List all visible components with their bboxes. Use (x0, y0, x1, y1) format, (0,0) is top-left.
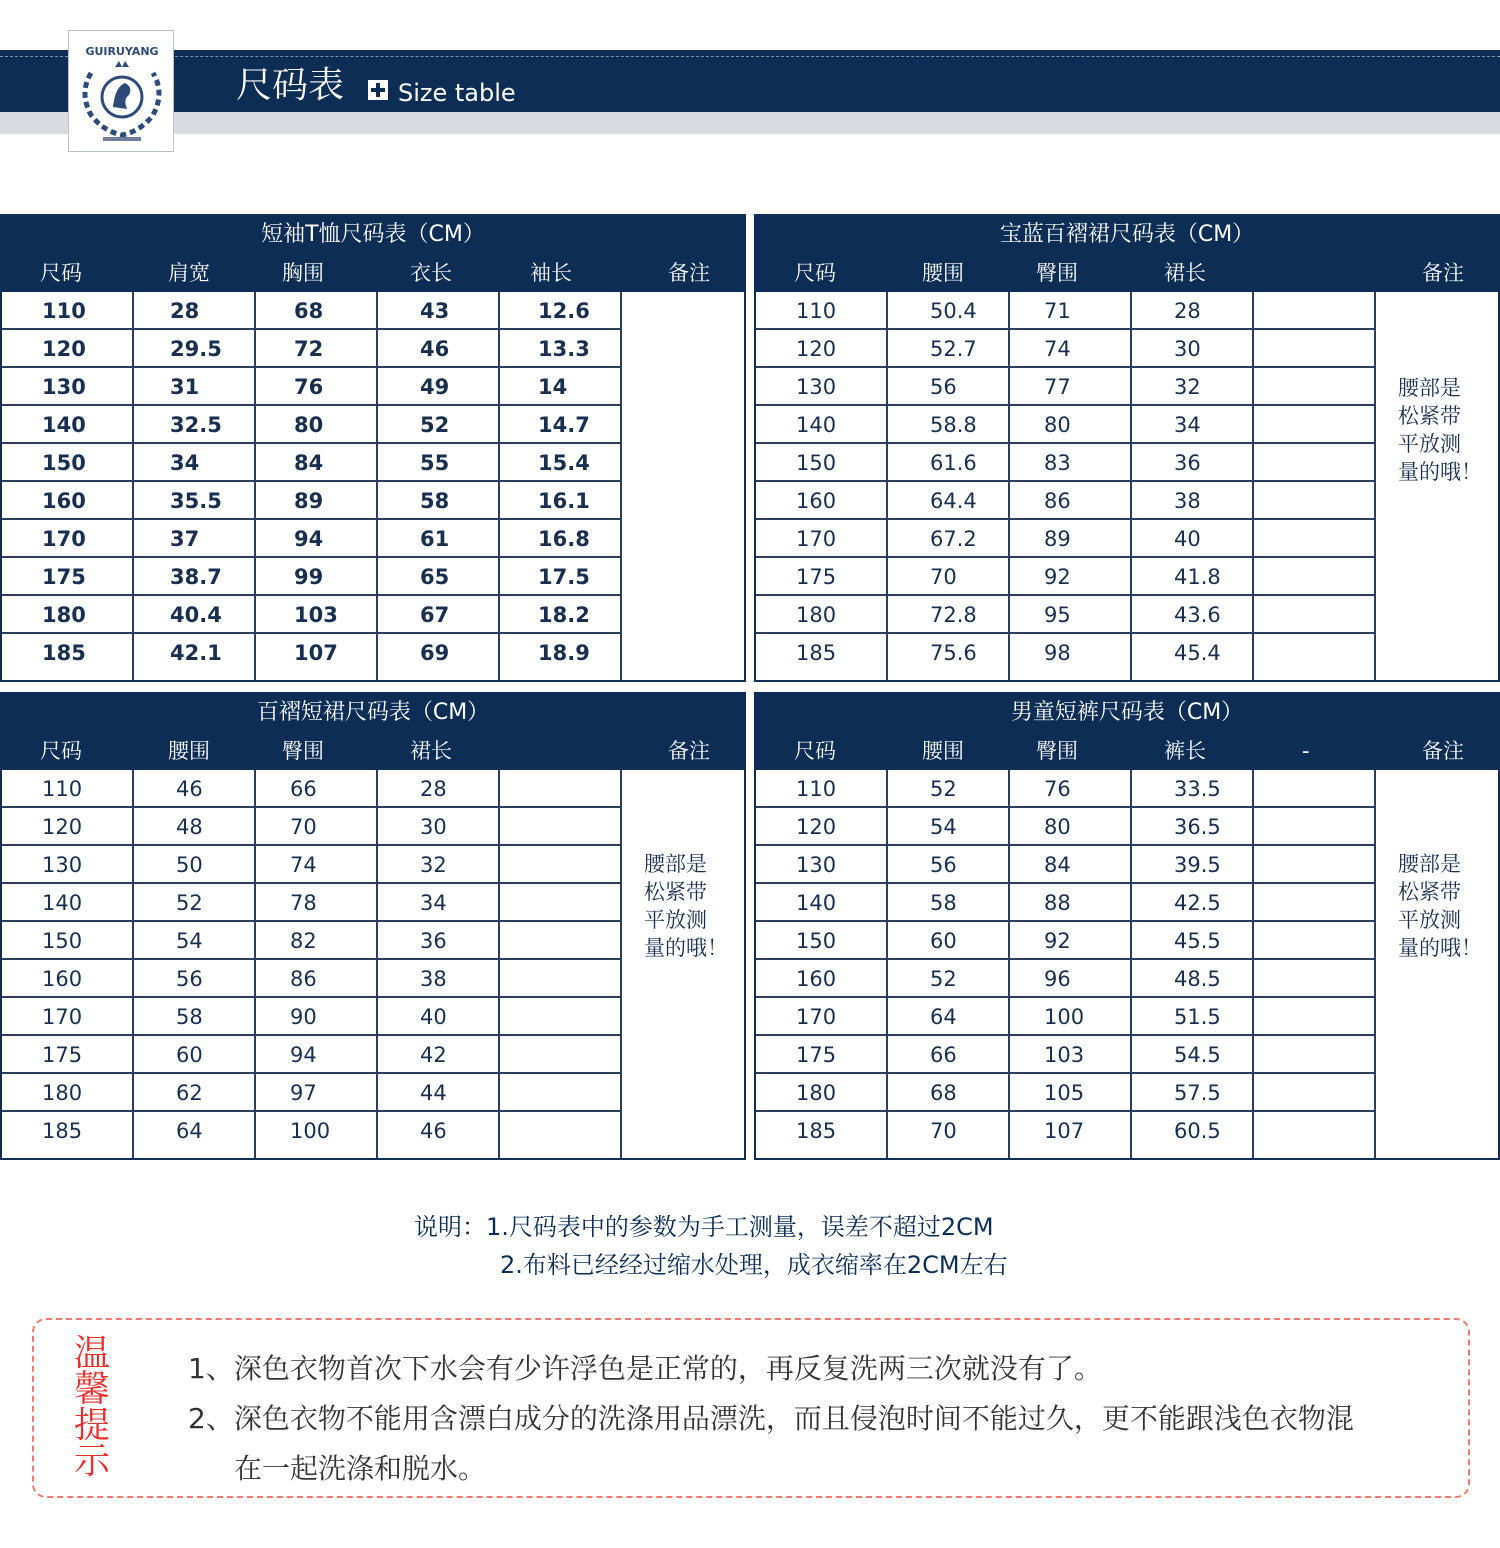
table-cell: 76 (294, 375, 324, 399)
table-cell: 95 (1044, 603, 1071, 627)
table-cell: 38.7 (170, 565, 222, 589)
table-cell: 17.5 (538, 565, 590, 589)
table-cell: 60 (176, 1043, 203, 1067)
table-cell: 62 (176, 1081, 203, 1105)
table-cell: 180 (42, 603, 86, 627)
table-cell: 150 (796, 451, 837, 475)
table-cell: 66 (290, 777, 317, 801)
table-cell: 68 (294, 299, 324, 323)
table-cell: 52 (176, 891, 203, 915)
column-divider (1374, 292, 1376, 680)
table-cell: 54.5 (1174, 1043, 1221, 1067)
table-cell: 130 (796, 375, 837, 399)
remark-text: 腰部是 松紧带 平放测 量的哦！ (1398, 852, 1482, 960)
table-cell: 150 (42, 929, 83, 953)
table-cell: 52 (420, 413, 450, 437)
column-divider (620, 292, 622, 680)
table-cell: 160 (42, 967, 83, 991)
table-cell: 45.5 (1174, 929, 1221, 953)
table-cell: 50 (176, 853, 203, 877)
table-cell: 42.1 (170, 641, 222, 665)
table-cell: 28 (1174, 299, 1201, 323)
table-cell: 180 (796, 1081, 837, 1105)
remark-column (1376, 770, 1498, 1150)
column-divider (1130, 770, 1132, 1158)
column-divider (886, 770, 888, 1158)
column-header: 备注 (1422, 739, 1464, 763)
table-cell: 57.5 (1174, 1081, 1221, 1105)
table-cell: 89 (1044, 527, 1071, 551)
table-cell: 32 (1174, 375, 1201, 399)
table-cell: 140 (42, 891, 83, 915)
table-cell: 66 (930, 1043, 957, 1067)
table-cell: 105 (1044, 1081, 1085, 1105)
table-cell: 89 (294, 489, 324, 513)
tip-line-1: 1、深色衣物首次下水会有少许浮色是正常的，再反复洗两三次就没有了。 (188, 1352, 1102, 1385)
table-pleated-short-skirt (0, 692, 746, 1160)
table-cell: 64 (930, 1005, 957, 1029)
svg-text:GUIRUYANG: GUIRUYANG (85, 45, 159, 58)
note-line-2: 2.布料已经经过缩水处理，成衣缩率在2CM左右 (500, 1251, 1008, 1279)
table-cell: 100 (290, 1119, 331, 1143)
table-cell: 39.5 (1174, 853, 1221, 877)
table-cell: 61.6 (930, 451, 977, 475)
table-cell: 130 (796, 853, 837, 877)
table-cell: 92 (1044, 565, 1071, 589)
table-cell: 110 (42, 777, 83, 801)
table-cell: 34 (1174, 413, 1201, 437)
table-cell: 175 (42, 1043, 83, 1067)
page-title: 尺码表 (236, 65, 345, 106)
note-line-1: 说明：1.尺码表中的参数为手工测量，误差不超过2CM (414, 1213, 994, 1241)
table-cell: 45.4 (1174, 641, 1221, 665)
table-cell: 30 (1174, 337, 1201, 361)
table-cell: 120 (796, 337, 837, 361)
table-cell: 94 (290, 1043, 317, 1067)
table-cell: 70 (290, 815, 317, 839)
column-divider (1252, 770, 1254, 1158)
table-cell: 77 (1044, 375, 1071, 399)
table-cell: 54 (930, 815, 957, 839)
table-cell: 175 (796, 1043, 837, 1067)
table-cell: 80 (1044, 815, 1071, 839)
table-cell: 84 (1044, 853, 1071, 877)
column-header: 尺码 (40, 261, 82, 285)
table-cell: 58.8 (930, 413, 977, 437)
table-cell: 107 (294, 641, 338, 665)
table-cell: 78 (290, 891, 317, 915)
column-divider (254, 292, 256, 680)
table-body (2, 770, 744, 1158)
table-header-row (0, 256, 746, 290)
column-header: 腰围 (168, 739, 210, 763)
table-cell: 185 (42, 641, 86, 665)
table-cell: 67 (420, 603, 450, 627)
column-divider (132, 770, 134, 1158)
table-cell: 16.1 (538, 489, 590, 513)
table-tshirt (0, 214, 746, 682)
column-header: 臀围 (1036, 261, 1078, 285)
table-cell: 160 (796, 967, 837, 991)
table-cell: 14 (538, 375, 568, 399)
table-cell: 72.8 (930, 603, 977, 627)
table-cell: 71 (1044, 299, 1071, 323)
table-cell: 13.3 (538, 337, 590, 361)
column-divider (498, 770, 500, 1158)
column-divider (498, 292, 500, 680)
table-cell: 49 (420, 375, 450, 399)
table-cell: 69 (420, 641, 450, 665)
table-cell: 88 (1044, 891, 1071, 915)
table-header-row (754, 734, 1500, 768)
table-cell: 48 (176, 815, 203, 839)
table-cell: 28 (420, 777, 447, 801)
table-header-row (754, 256, 1500, 290)
table-cell: 64 (176, 1119, 203, 1143)
column-divider (620, 770, 622, 1158)
table-cell: 58 (930, 891, 957, 915)
column-header: 裙长 (410, 739, 452, 763)
table-cell: 51.5 (1174, 1005, 1221, 1029)
table-cell: 40 (420, 1005, 447, 1029)
column-header: 裤长 (1164, 739, 1206, 763)
table-cell: 60 (930, 929, 957, 953)
table-cell: 110 (42, 299, 86, 323)
table-cell: 140 (796, 413, 837, 437)
table-cell: 40.4 (170, 603, 222, 627)
table-cell: 67.2 (930, 527, 977, 551)
table-cell: 98 (1044, 641, 1071, 665)
table-cell: 170 (796, 1005, 837, 1029)
table-cell: 60.5 (1174, 1119, 1221, 1143)
table-cell: 80 (294, 413, 324, 437)
table-cell: 46 (176, 777, 203, 801)
column-header: 备注 (1422, 261, 1464, 285)
table-cell: 34 (420, 891, 447, 915)
table-cell: 86 (1044, 489, 1071, 513)
table-cell: 15.4 (538, 451, 590, 475)
column-header: 臀围 (1036, 739, 1078, 763)
table-cell: 61 (420, 527, 450, 551)
table-body (756, 770, 1498, 1158)
table-cell: 50.4 (930, 299, 977, 323)
column-header: 尺码 (794, 261, 836, 285)
column-header: 腰围 (922, 739, 964, 763)
table-cell: 99 (294, 565, 324, 589)
table-cell: 120 (796, 815, 837, 839)
table-cell: 97 (290, 1081, 317, 1105)
table-cell: 43.6 (1174, 603, 1221, 627)
table-title: 男童短裤尺码表（CM） (1010, 700, 1244, 725)
table-cell: 74 (1044, 337, 1071, 361)
table-cell: 107 (1044, 1119, 1085, 1143)
table-title: 百褶短裙尺码表（CM） (256, 700, 490, 725)
table-cell: 35.5 (170, 489, 222, 513)
column-divider (1252, 292, 1254, 680)
table-cell: 68 (930, 1081, 957, 1105)
table-cell: 41.8 (1174, 565, 1221, 589)
table-cell: 103 (1044, 1043, 1085, 1067)
column-divider (1008, 292, 1010, 680)
table-cell: 185 (796, 641, 837, 665)
table-cell: 12.6 (538, 299, 590, 323)
table-cell: 34 (170, 451, 200, 475)
table-cell: 52 (930, 777, 957, 801)
column-header: 尺码 (794, 739, 836, 763)
column-divider (886, 292, 888, 680)
table-cell: 44 (420, 1081, 447, 1105)
table-cell: 84 (294, 451, 324, 475)
column-divider (1130, 292, 1132, 680)
table-cell: 32 (420, 853, 447, 877)
table-body (2, 292, 744, 680)
table-cell: 58 (420, 489, 450, 513)
table-cell: 86 (290, 967, 317, 991)
table-cell: 30 (420, 815, 447, 839)
column-header: 备注 (668, 739, 710, 763)
table-cell: 160 (42, 489, 86, 513)
table-title: 短袖T恤尺码表（CM） (261, 222, 485, 247)
table-cell: 180 (796, 603, 837, 627)
table-cell: 90 (290, 1005, 317, 1029)
column-header: 裙长 (1164, 261, 1206, 285)
table-cell: 58 (176, 1005, 203, 1029)
column-divider (1008, 770, 1010, 1158)
tips-content (188, 1344, 1354, 1494)
tips-label: 温 馨 提 示 (74, 1333, 111, 1482)
table-cell: 28 (170, 299, 200, 323)
column-header: 胸围 (282, 261, 324, 285)
table-cell: 120 (42, 815, 83, 839)
table-cell: 16.8 (538, 527, 590, 551)
table-cell: 150 (42, 451, 86, 475)
table-cell: 74 (290, 853, 317, 877)
table-cell: 42.5 (1174, 891, 1221, 915)
remark-column (1376, 292, 1498, 672)
table-cell: 92 (1044, 929, 1071, 953)
table-cell: 170 (796, 527, 837, 551)
table-cell: 110 (796, 777, 837, 801)
table-cell: 18.9 (538, 641, 590, 665)
table-cell: 170 (42, 1005, 83, 1029)
table-cell: 29.5 (170, 337, 222, 361)
table-cell: 96 (1044, 967, 1071, 991)
table-cell: 130 (42, 375, 86, 399)
table-cell: 175 (42, 565, 86, 589)
table-cell: 32.5 (170, 413, 222, 437)
table-cell: 38 (420, 967, 447, 991)
table-cell: 36 (420, 929, 447, 953)
table-cell: 31 (170, 375, 200, 399)
table-cell: 48.5 (1174, 967, 1221, 991)
table-cell: 103 (294, 603, 338, 627)
table-cell: 82 (290, 929, 317, 953)
size-notes (414, 1208, 1008, 1284)
table-cell: 110 (796, 299, 837, 323)
table-cell: 52.7 (930, 337, 977, 361)
table-cell: 160 (796, 489, 837, 513)
column-divider (376, 292, 378, 680)
table-header-row (0, 734, 746, 768)
table-cell: 18.2 (538, 603, 590, 627)
table-cell: 46 (420, 337, 450, 361)
column-header: 腰围 (922, 261, 964, 285)
column-header: 袖长 (530, 261, 572, 285)
table-cell: 170 (42, 527, 86, 551)
table-boys-shorts (754, 692, 1500, 1160)
table-cell: 56 (930, 853, 957, 877)
table-cell: 65 (420, 565, 450, 589)
table-cell: 56 (930, 375, 957, 399)
table-cell: 55 (420, 451, 450, 475)
column-header: 衣长 (410, 261, 452, 285)
table-body (756, 292, 1498, 680)
table-cell: 75.6 (930, 641, 977, 665)
remark-text: 腰部是 松紧带 平放测 量的哦！ (1398, 376, 1482, 484)
column-header: 尺码 (40, 739, 82, 763)
header-dashed-line (0, 56, 1500, 57)
table-cell: 175 (796, 565, 837, 589)
table-cell: 83 (1044, 451, 1071, 475)
table-cell: 36.5 (1174, 815, 1221, 839)
table-cell: 46 (420, 1119, 447, 1143)
remark-text: 腰部是 松紧带 平放测 量的哦！ (644, 852, 728, 960)
table-cell: 54 (176, 929, 203, 953)
remark-column (622, 292, 744, 672)
header-band (0, 50, 1500, 112)
table-title: 宝蓝百褶裙尺码表（CM） (999, 222, 1255, 247)
column-divider (132, 292, 134, 680)
column-header: 臀围 (282, 739, 324, 763)
table-pleated-skirt-blue (754, 214, 1500, 682)
table-cell: 120 (42, 337, 86, 361)
table-cell: 72 (294, 337, 324, 361)
table-cell: 37 (170, 527, 200, 551)
plus-icon (368, 80, 388, 100)
column-divider (254, 770, 256, 1158)
column-header: 肩宽 (168, 261, 210, 285)
table-cell: 14.7 (538, 413, 590, 437)
table-cell: 36 (1174, 451, 1201, 475)
table-cell: 185 (42, 1119, 83, 1143)
table-cell: 43 (420, 299, 450, 323)
table-cell: 42 (420, 1043, 447, 1067)
column-divider (1374, 770, 1376, 1158)
table-cell: 70 (930, 1119, 957, 1143)
table-cell: 38 (1174, 489, 1201, 513)
table-cell: 185 (796, 1119, 837, 1143)
table-cell: 150 (796, 929, 837, 953)
column-header: 备注 (668, 261, 710, 285)
table-cell: 100 (1044, 1005, 1085, 1029)
tip-line-3: 在一起洗涤和脱水。 (234, 1452, 487, 1485)
tip-line-2: 2、深色衣物不能用含漂白成分的洗涤用品漂洗，而且侵泡时间不能过久，更不能跟浅色衣物混 (188, 1402, 1354, 1435)
table-cell: 140 (42, 413, 86, 437)
table-cell: 33.5 (1174, 777, 1221, 801)
column-header: - (1302, 739, 1310, 763)
table-cell: 180 (42, 1081, 83, 1105)
table-cell: 130 (42, 853, 83, 877)
table-cell: 56 (176, 967, 203, 991)
brand-logo (68, 30, 174, 152)
table-cell: 80 (1044, 413, 1071, 437)
brand-crest-icon (69, 31, 175, 153)
table-cell: 64.4 (930, 489, 977, 513)
table-cell: 94 (294, 527, 324, 551)
header-shadow-band (0, 112, 1500, 134)
table-cell: 70 (930, 565, 957, 589)
table-cell: 52 (930, 967, 957, 991)
table-cell: 76 (1044, 777, 1071, 801)
table-cell: 40 (1174, 527, 1201, 551)
page-subtitle: Size table (398, 79, 516, 107)
remark-column (622, 770, 744, 1150)
table-cell: 140 (796, 891, 837, 915)
column-divider (376, 770, 378, 1158)
